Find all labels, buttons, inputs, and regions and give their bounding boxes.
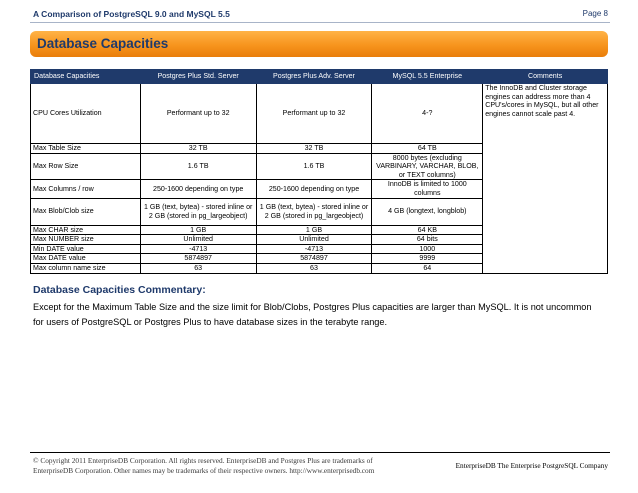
footer-company: EnterpriseDB The Enterprise PostgreSQL Company [455,461,608,470]
table-row [31,84,608,144]
column-header: MySQL 5.5 Enterprise [372,70,483,84]
adv-server-value: 1.6 TB [256,153,372,180]
row-label: Max CHAR size [31,225,141,235]
commentary-title: Database Capacities Commentary: [33,284,206,296]
table-header-row [31,70,608,84]
footer-copyright [33,456,433,476]
std-server-value: Unlimited [140,235,256,245]
mysql-value: 64 [372,263,483,273]
row-label: Max NUMBER size [31,235,141,245]
std-server-value: Performant up to 32 [140,84,256,144]
std-server-value: 32 TB [140,144,256,154]
row-label: Max DATE value [31,254,141,264]
row-label: Min DATE value [31,244,141,254]
adv-server-value: 32 TB [256,144,372,154]
mysql-value: 64 bits [372,235,483,245]
row-label: Max Row Size [31,153,141,180]
adv-server-value: 250-1600 depending on type [256,180,372,198]
row-label: Max column name size [31,263,141,273]
header-divider [30,22,610,23]
column-header: Database Capacities [31,70,141,84]
mysql-value: 64 TB [372,144,483,154]
row-label: Max Columns / row [31,180,141,198]
std-server-value: 1.6 TB [140,153,256,180]
copyright-line: EnterpriseDB Corporation. Other names may be trademarks of their respective owners. http://www.enterprisedb.com [33,466,375,475]
page-number: Page 8 [582,9,608,18]
mysql-value: 1000 [372,244,483,254]
std-server-value: -4713 [140,244,256,254]
adv-server-value: -4713 [256,244,372,254]
adv-server-value: Performant up to 32 [256,84,372,144]
mysql-value: InnoDB is limited to 1000 columns [372,180,483,198]
header-title: A Comparison of PostgreSQL 9.0 and MySQL 5.5 [33,9,230,19]
footer-divider [30,452,610,453]
adv-server-value: Unlimited [256,235,372,245]
column-header: Postgres Plus Std. Server [140,70,256,84]
copyright-line: © Copyright 2011 EnterpriseDB Corporation. All rights reserved. EnterpriseDB and Postgres Plus are trademarks of [33,456,373,465]
row-label: CPU Cores Utilization [31,84,141,144]
adv-server-value: 1 GB [256,225,372,235]
adv-server-value: 1 GB (text, bytea) - stored inline or 2 GB (stored in pg_largeobject) [256,198,372,225]
adv-server-value: 63 [256,263,372,273]
row-label: Max Blob/Clob size [31,198,141,225]
capacities-table [30,69,608,274]
column-header: Postgres Plus Adv. Server [256,70,372,84]
adv-server-value: 5874897 [256,254,372,264]
section-title: Database Capacities [37,36,169,51]
std-server-value: 250-1600 depending on type [140,180,256,198]
mysql-value: 8000 bytes (excluding VARBINARY, VARCHAR, BLOB, or TEXT columns) [372,153,483,180]
row-label: Max Table Size [31,144,141,154]
std-server-value: 1 GB (text, bytea) - stored inline or 2 GB (stored in pg_largeobject) [140,198,256,225]
mysql-value: 9999 [372,254,483,264]
mysql-value: 4-? [372,84,483,144]
mysql-value: 4 GB (longtext, longblob) [372,198,483,225]
mysql-value: 64 KB [372,225,483,235]
column-header: Comments [483,70,608,84]
std-server-value: 5874897 [140,254,256,264]
std-server-value: 63 [140,263,256,273]
section-banner [30,31,608,57]
std-server-value: 1 GB [140,225,256,235]
commentary-body: Except for the Maximum Table Size and the size limit for Blob/Clobs, Postgres Plus capacities are larger than MySQL. It is not uncommon for users of PostgreSQL or Postgres Plus to have database sizes in the terabyte range. [33,302,592,327]
comments-cell: The InnoDB and Cluster storage engines can address more than 4 CPU's/cores in MySQL, but all other engines cannot scale past 4. [483,84,608,274]
